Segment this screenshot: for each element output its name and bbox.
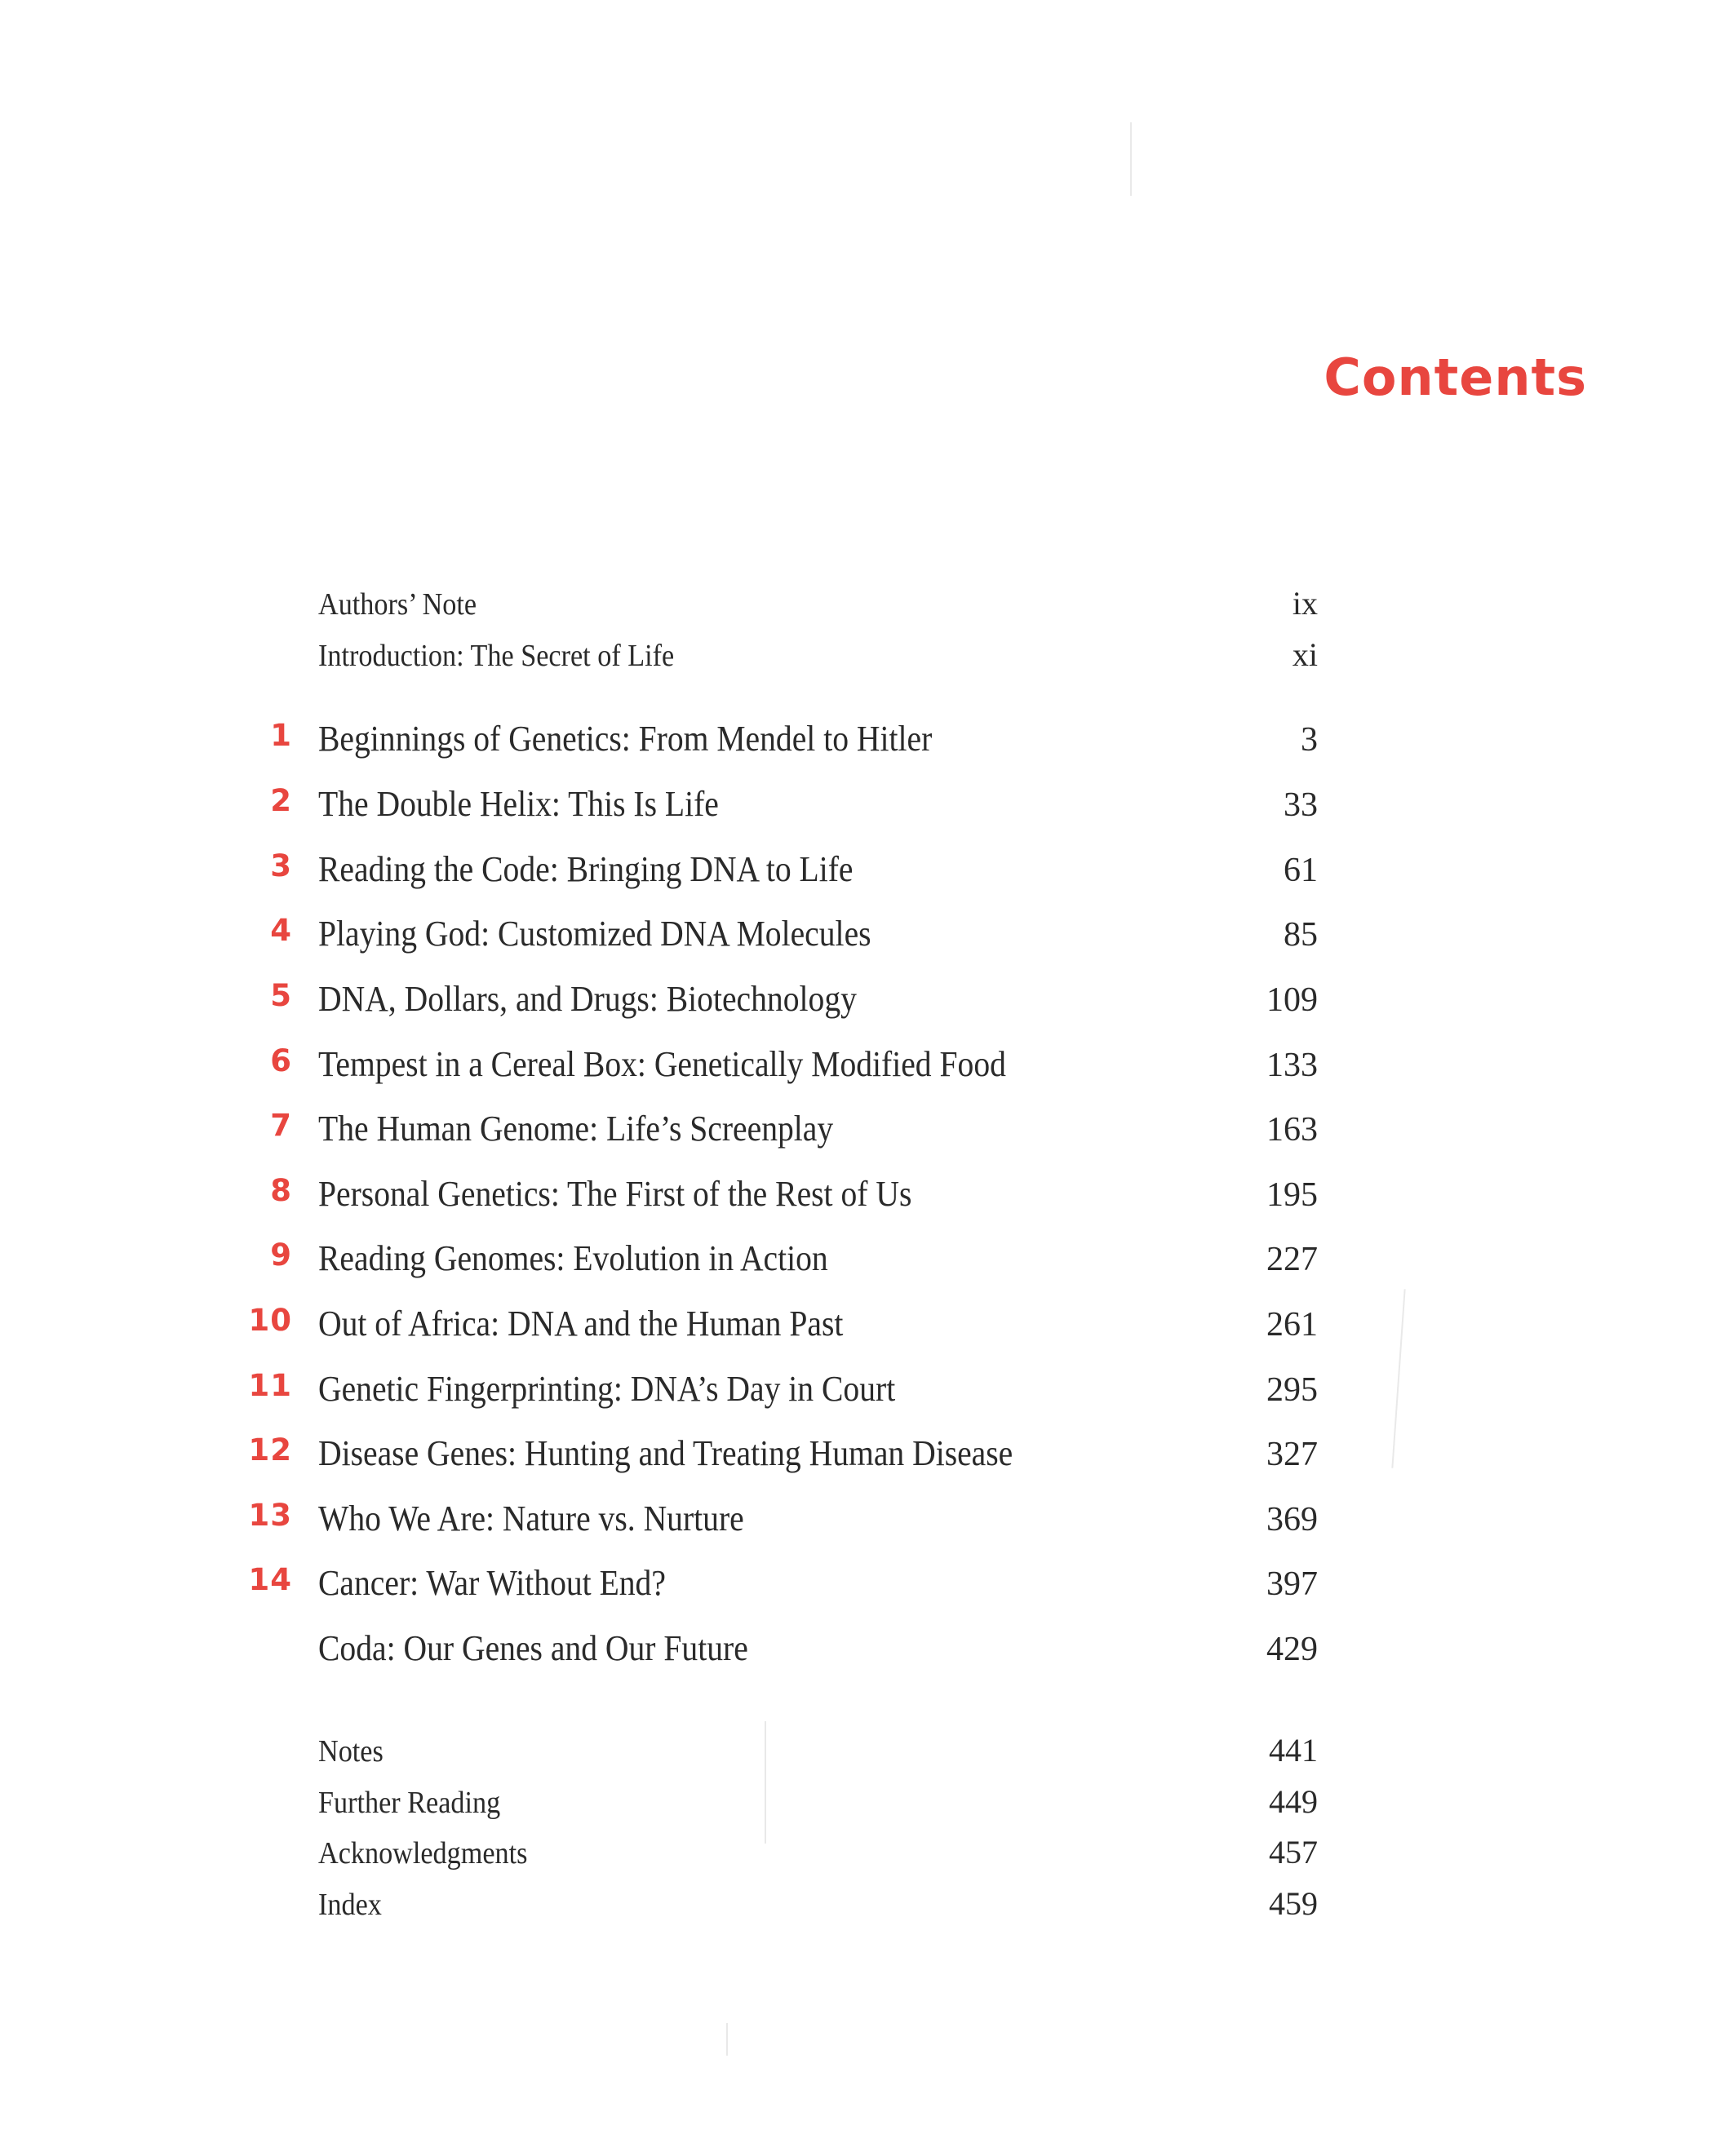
chapter-page: 295 [1266,1371,1318,1409]
toc-entry-further-reading[interactable] [237,1769,1318,1818]
chapter-title: Genetic Fingerprinting: DNA’s Day in Court [318,1369,896,1409]
entry-page: xi [1292,636,1318,673]
entry-title: Notes [318,1734,384,1769]
toc-entry-acknowledgments[interactable] [237,1820,1318,1869]
chapter-number: 13 [248,1498,292,1533]
chapter-title: Reading Genomes: Evolution in Action [318,1238,828,1278]
scan-artifact [726,2023,728,2056]
chapter-page: 397 [1266,1565,1318,1603]
chapter-number: 2 [270,783,292,818]
chapter-title: Out of Africa: DNA and the Human Past [318,1304,844,1344]
entry-title: Authors’ Note [318,587,477,622]
chapter-number: 8 [270,1173,292,1208]
chapter-page: 61 [1284,852,1318,889]
chapter-number: 1 [270,718,292,753]
entry-title: Index [318,1888,382,1922]
entry-page: 449 [1269,1783,1318,1820]
toc-chapter-9[interactable] [237,1228,1318,1277]
chapter-page: 195 [1266,1176,1318,1214]
chapter-page: 227 [1266,1241,1318,1278]
chapter-title: Disease Genes: Hunting and Treating Human Disease [318,1433,1013,1473]
chapter-page: 109 [1266,981,1318,1019]
entry-page: ix [1292,585,1318,622]
toc-entry-introduction[interactable] [237,622,1318,671]
chapter-number: 9 [270,1237,292,1273]
toc-chapter-10[interactable] [237,1293,1318,1342]
entry-title: Acknowledgments [318,1836,528,1870]
toc-chapter-12[interactable] [237,1423,1318,1472]
chapter-title: The Human Genome: Life’s Screenplay [318,1109,834,1149]
toc-chapter-5[interactable] [237,968,1318,1017]
entry-title: Further Reading [318,1786,501,1820]
chapter-page: 327 [1266,1436,1318,1473]
chapter-title: Beginnings of Genetics: From Mendel to Hitler [318,719,933,759]
toc-chapter-6[interactable] [237,1034,1318,1082]
toc-entry-index[interactable] [237,1871,1318,1920]
coda-title: Coda: Our Genes and Our Future [318,1628,748,1668]
entry-page: 459 [1269,1885,1318,1922]
chapter-title: DNA, Dollars, and Drugs: Biotechnology [318,979,857,1019]
chapter-number: 7 [270,1108,292,1143]
entry-page: 457 [1269,1834,1318,1870]
toc-chapter-7[interactable] [237,1098,1318,1147]
chapter-number: 11 [248,1368,292,1403]
toc-chapter-1[interactable] [237,708,1318,757]
chapter-title: Who We Are: Nature vs. Nurture [318,1499,744,1538]
toc-chapter-14[interactable] [237,1552,1318,1601]
scan-artifact [1130,122,1132,196]
entry-title: Introduction: The Secret of Life [318,639,675,673]
coda-page: 429 [1266,1631,1318,1668]
chapter-page: 85 [1284,916,1318,954]
toc-entry-authors-note[interactable] [237,571,1318,620]
chapter-title: The Double Helix: This Is Life [318,784,719,824]
chapter-page: 3 [1301,721,1318,759]
chapter-title: Playing God: Customized DNA Molecules [318,914,871,954]
chapter-number: 14 [248,1562,292,1597]
entry-page: 441 [1269,1732,1318,1769]
page-title: Contents [1324,348,1587,407]
chapter-number: 12 [248,1432,292,1468]
toc-chapter-2[interactable] [237,773,1318,822]
chapter-number: 5 [270,978,292,1013]
toc-chapter-8[interactable] [237,1163,1318,1212]
scan-artifact [765,1721,766,1844]
chapter-page: 163 [1266,1111,1318,1149]
chapter-title: Personal Genetics: The First of the Rest of Us [318,1174,912,1214]
toc-chapter-13[interactable] [237,1488,1318,1537]
toc-entry-notes[interactable] [237,1718,1318,1767]
chapter-title: Tempest in a Cereal Box: Genetically Modified Food [318,1044,1006,1084]
chapter-number: 3 [270,848,292,883]
chapter-page: 369 [1266,1501,1318,1538]
toc-chapter-11[interactable] [237,1358,1318,1407]
chapter-number: 6 [270,1043,292,1078]
chapter-number: 4 [270,913,292,948]
chapter-title: Reading the Code: Bringing DNA to Life [318,849,854,889]
chapter-page: 133 [1266,1047,1318,1084]
toc-chapter-4[interactable] [237,903,1318,952]
chapter-title: Cancer: War Without End? [318,1563,666,1603]
chapter-number: 10 [248,1303,292,1338]
toc-chapter-3[interactable] [237,839,1318,888]
toc-entry-coda[interactable] [237,1618,1318,1667]
chapter-page: 261 [1266,1306,1318,1344]
chapter-page: 33 [1284,786,1318,824]
